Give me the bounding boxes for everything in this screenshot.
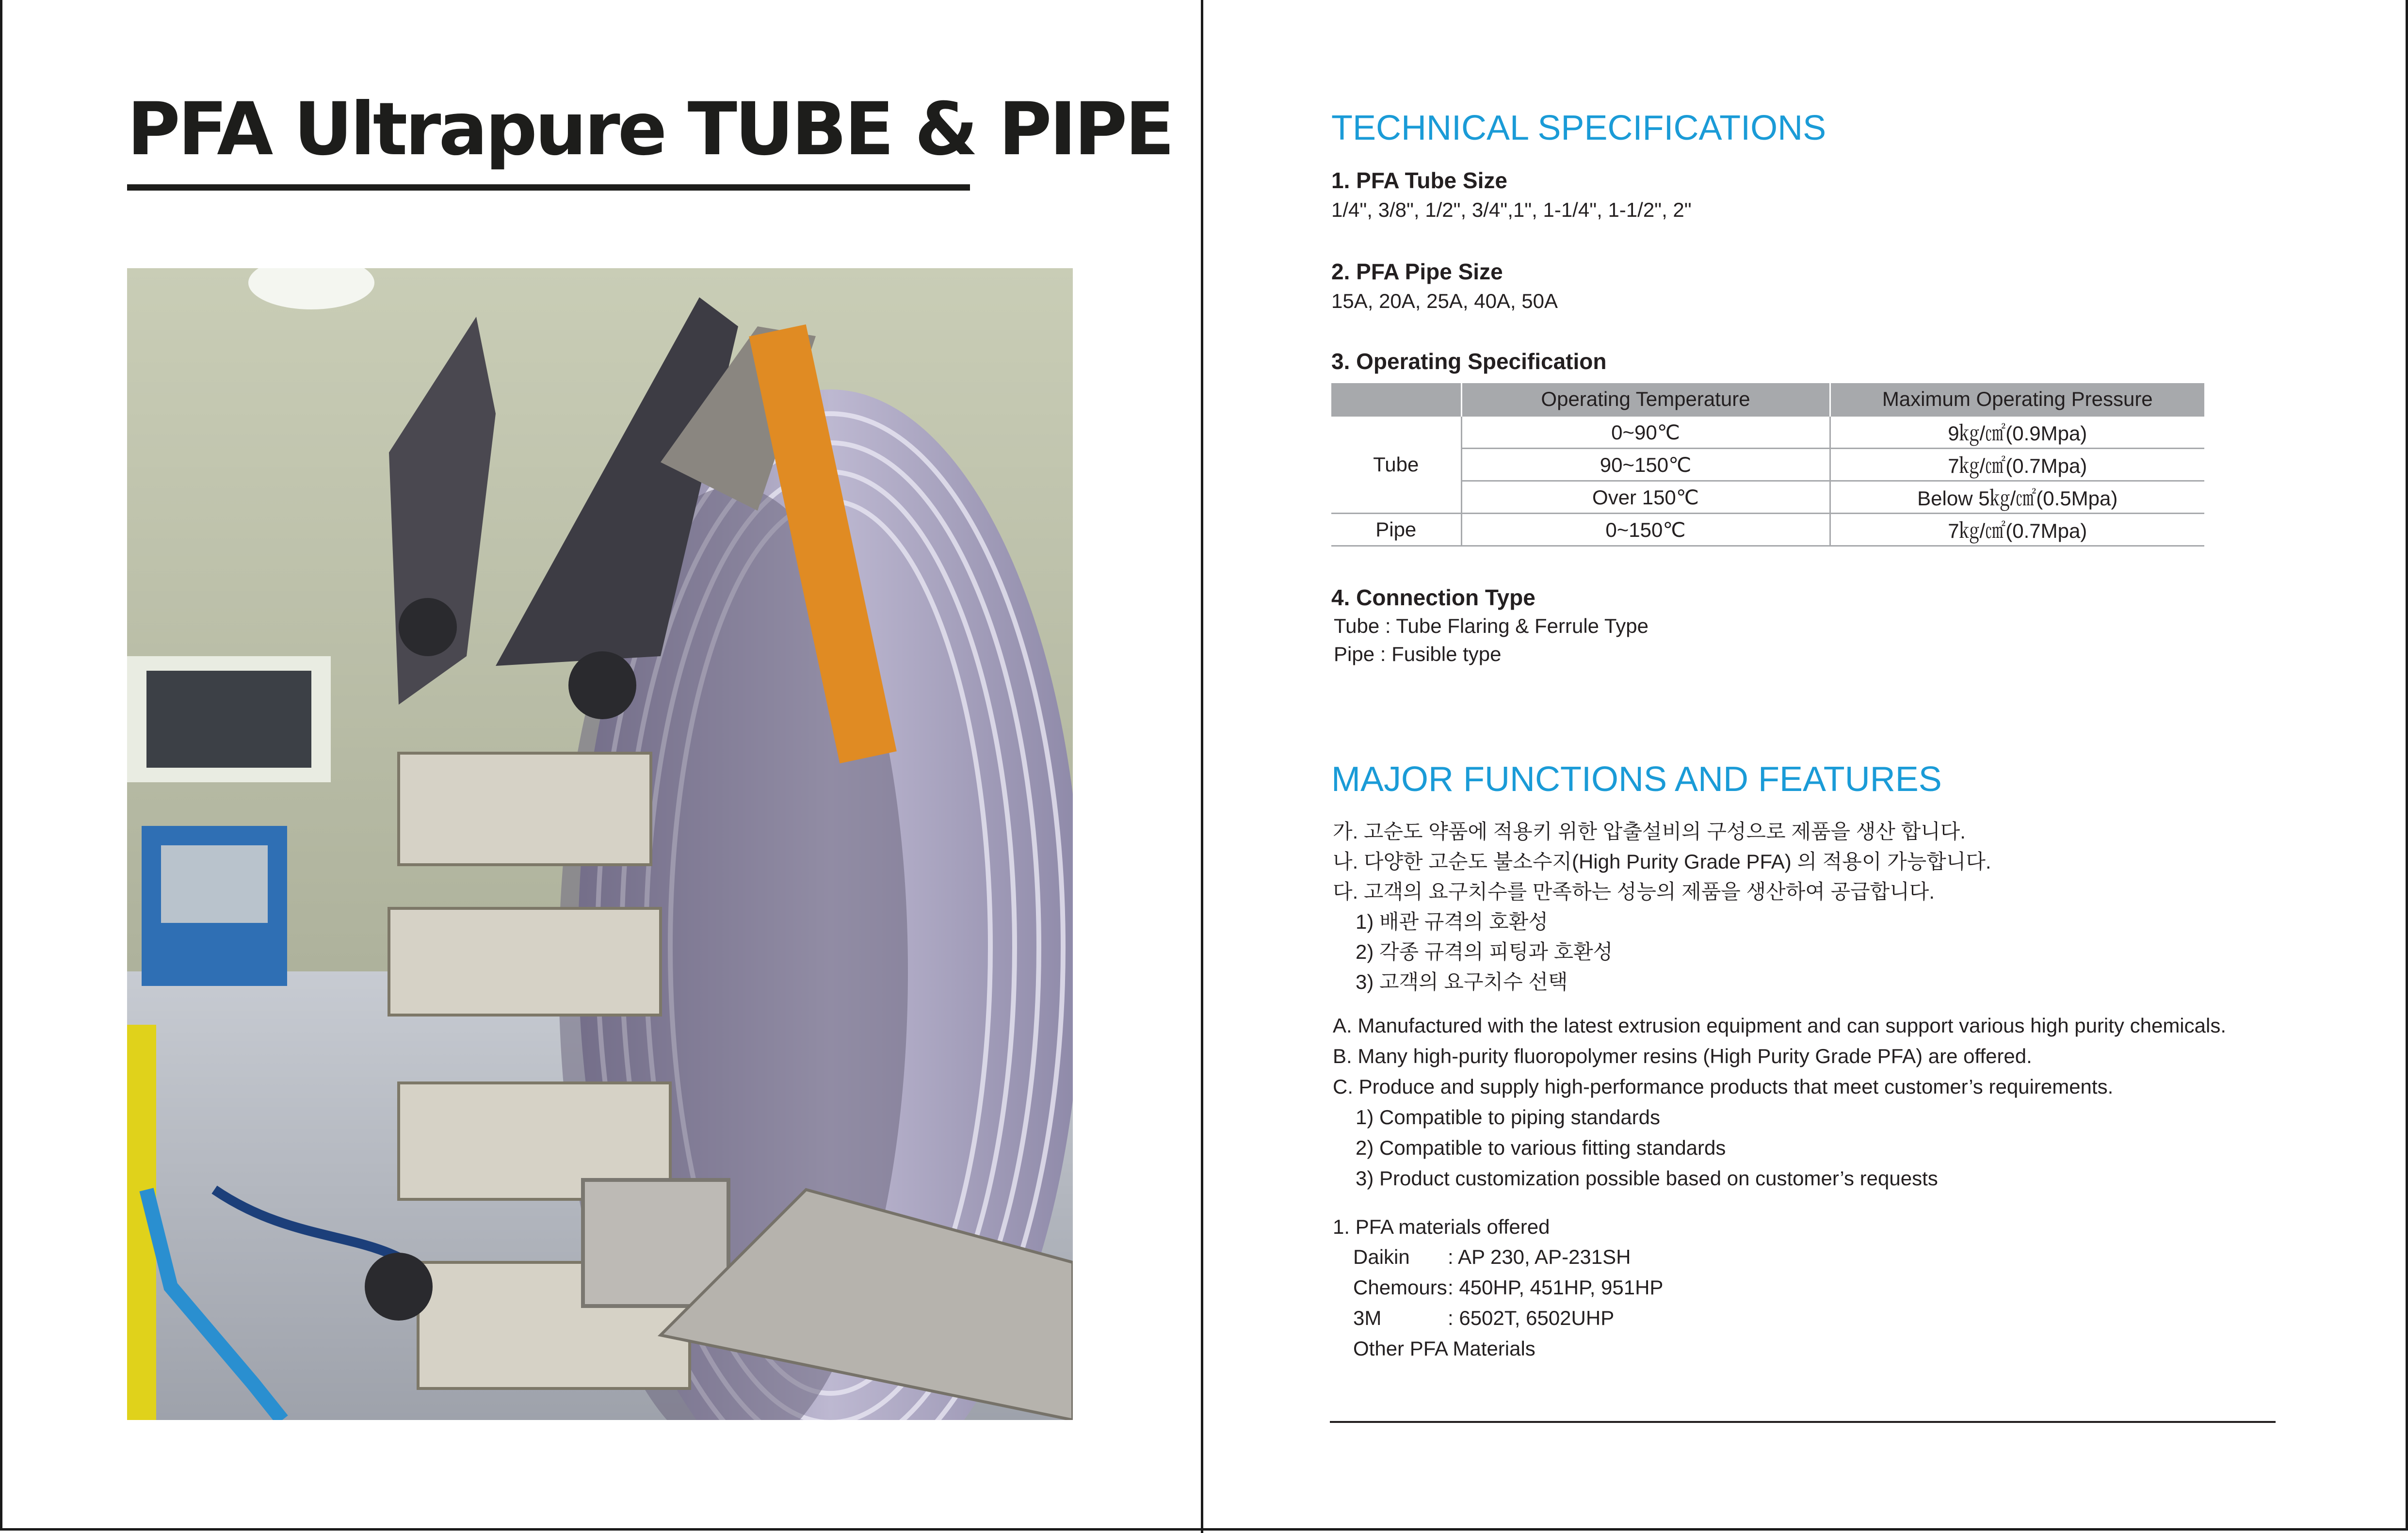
product-title: PFA Ultrapure TUBE & PIPE (127, 87, 1173, 172)
korean-feature-line: 가. 고순도 약품에 적용키 위한 압출설비의 구성으로 제품을 생산 합니다. (1333, 820, 1966, 843)
pressure-cell: 7㎏/㎠(0.7Mpa) (1830, 449, 2204, 481)
table-header-temperature: Operating Temperature (1461, 383, 1830, 416)
pressure-cell: 9㎏/㎠(0.9Mpa) (1830, 416, 2204, 449)
connection-pipe-text: Pipe : Fusible type (1334, 643, 1502, 665)
material-grades: : AP 230, AP-231SH (1448, 1245, 1631, 1268)
pipe-size-heading: 2. PFA Pipe Size (1331, 259, 1503, 284)
english-feature-line: C. Produce and supply high-performance products that meet customer’s requirements. (1333, 1075, 2114, 1098)
table-row (1331, 514, 2204, 546)
korean-feature-subline: 3) 고객의 요구치수 선택 (1356, 970, 1568, 993)
temperature-cell: 90~150℃ (1461, 449, 1830, 481)
pressure-cell: 7㎏/㎠(0.7Mpa) (1830, 514, 2204, 546)
english-feature-subline: 1) Compatible to piping standards (1356, 1106, 1661, 1129)
table-row (1331, 481, 2204, 514)
connection-type-heading: 4. Connection Type (1331, 585, 1535, 610)
tube-label-cell: Tube (1331, 416, 1461, 514)
table-row (1331, 449, 2204, 481)
materials-heading: 1. PFA materials offered (1333, 1215, 1550, 1238)
connection-tube-text: Tube : Tube Flaring & Ferrule Type (1334, 614, 1648, 637)
tube-size-heading: 1. PFA Tube Size (1331, 168, 1507, 193)
table-row (1331, 416, 2204, 449)
table-header-pressure: Maximum Operating Pressure (1830, 383, 2204, 416)
title-underline (127, 184, 970, 191)
korean-feature-subline: 1) 배관 규격의 호환성 (1356, 910, 1548, 933)
material-grades: : 6502T, 6502UHP (1448, 1307, 1615, 1329)
material-brand: Daikin (1353, 1245, 1410, 1268)
bottom-divider (1330, 1421, 2276, 1423)
temperature-cell: 0~90℃ (1461, 416, 1830, 449)
spread-fold-line (1201, 0, 1203, 1533)
korean-feature-line: 나. 다양한 고순도 불소수지(High Purity Grade PFA) 의 적용이 가능합니다. (1333, 850, 1991, 873)
english-feature-line: B. Many high-purity fluoropolymer resins (High Purity Grade PFA) are offered. (1333, 1045, 2032, 1067)
table-header-blank (1331, 383, 1461, 416)
material-grades: : 450HP, 451HP, 951HP (1448, 1276, 1664, 1299)
pipe-label-cell: Pipe (1331, 514, 1461, 546)
operating-spec-table (1331, 383, 2204, 547)
tube-size-values: 1/4", 3/8", 1/2", 3/4",1", 1-1/4", 1-1/2", 2" (1331, 198, 1692, 221)
technical-specs-heading: TECHNICAL SPECIFICATIONS (1331, 109, 1826, 147)
photo-illustration (127, 268, 1073, 1420)
operating-spec-heading: 3. Operating Specification (1331, 349, 1607, 374)
korean-feature-line: 다. 고객의 요구치수를 만족하는 성능의 제품을 생산하여 공급합니다. (1333, 880, 1935, 903)
major-features-heading: MAJOR FUNCTIONS AND FEATURES (1331, 760, 1942, 799)
pressure-cell: Below 5㎏/㎠(0.5Mpa) (1830, 481, 2204, 514)
korean-feature-subline: 2) 각종 규격의 피팅과 호환성 (1356, 940, 1613, 963)
english-feature-subline: 3) Product customization possible based on customer’s requests (1356, 1167, 1938, 1190)
material-brand: 3M (1353, 1307, 1382, 1329)
temperature-cell: 0~150℃ (1461, 514, 1830, 546)
materials-other: Other PFA Materials (1353, 1337, 1535, 1360)
english-feature-line: A. Manufactured with the latest extrusion equipment and can support various high purity chemicals. (1333, 1014, 2226, 1037)
extrusion-machine-photo (127, 268, 1073, 1420)
material-brand: Chemours (1353, 1276, 1447, 1299)
temperature-cell: Over 150℃ (1461, 481, 1830, 514)
table-header-row (1331, 383, 2204, 416)
pipe-size-values: 15A, 20A, 25A, 40A, 50A (1331, 290, 1558, 312)
english-feature-subline: 2) Compatible to various fitting standards (1356, 1136, 1726, 1159)
